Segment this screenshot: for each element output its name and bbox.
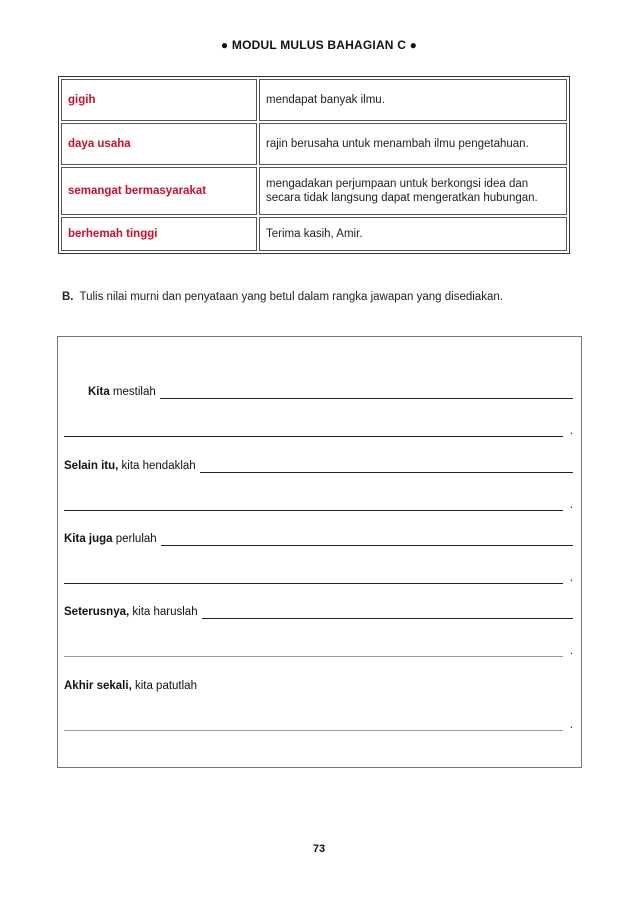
page-number: 73 <box>312 843 326 855</box>
answer-blank[interactable] <box>64 425 563 437</box>
prompt-text: kita haruslah <box>129 606 198 618</box>
answer-blank[interactable] <box>202 607 573 619</box>
prompt-text: perlulah <box>112 533 157 545</box>
section-b-label: B. <box>62 291 74 303</box>
answer-blank[interactable] <box>64 719 563 731</box>
answer-line-continuation[interactable] <box>64 641 573 657</box>
answer-line-5 <box>64 677 573 693</box>
answer-blank[interactable] <box>161 534 573 546</box>
page-header: ● MODUL MULUS BAHAGIAN C ● <box>220 38 418 52</box>
value-description: mendapat banyak ilmu. <box>259 79 567 121</box>
table-row <box>61 123 567 165</box>
answer-blank[interactable] <box>64 645 563 657</box>
answer-blank[interactable] <box>200 461 573 473</box>
values-table <box>58 76 570 254</box>
prompt-text: kita patutlah <box>131 680 197 692</box>
end-mark: . <box>569 719 573 731</box>
end-mark: . <box>569 499 573 511</box>
answer-blank[interactable] <box>160 387 573 399</box>
answer-line-4[interactable] <box>64 603 573 619</box>
table-row <box>61 167 567 215</box>
value-description: Terima kasih, Amir. <box>259 217 567 251</box>
table-row <box>61 217 567 251</box>
end-mark: . <box>569 572 573 584</box>
value-term: gigih <box>61 79 257 121</box>
answer-line-continuation[interactable] <box>64 568 573 584</box>
value-term: berhemah tinggi <box>61 217 257 251</box>
prompt-keyword: Akhir sekali, <box>64 680 132 692</box>
value-description: rajin berusaha untuk menambah ilmu pengetahuan. <box>259 123 567 165</box>
prompt-keyword: Selain itu, <box>64 460 119 472</box>
answer-line-continuation[interactable] <box>64 715 573 731</box>
prompt-keyword: Seterusnya, <box>64 606 130 618</box>
prompt-keyword: Kita juga <box>64 533 113 545</box>
answer-blank[interactable] <box>64 499 563 511</box>
prompt-text: mestilah <box>109 386 156 398</box>
section-b-instruction <box>62 291 582 303</box>
instruction-text: Tulis nilai murni dan penyataan yang betul dalam rangka jawapan yang disediakan. <box>79 291 503 303</box>
answer-line-continuation[interactable] <box>64 495 573 511</box>
answer-line-2[interactable] <box>64 457 573 473</box>
answer-box <box>57 336 582 768</box>
answer-blank[interactable] <box>64 572 563 584</box>
end-mark: . <box>569 645 573 657</box>
prompt-keyword: Kita <box>88 386 110 398</box>
end-mark: . <box>569 425 573 437</box>
value-description: mengadakan perjumpaan untuk berkongsi idea dan secara tidak langsung dapat mengeratkan hubungan. <box>259 167 567 215</box>
answer-line-1[interactable] <box>88 383 573 399</box>
answer-line-continuation[interactable] <box>64 421 573 437</box>
table-row <box>61 79 567 121</box>
answer-line-3[interactable] <box>64 530 573 546</box>
value-term: daya usaha <box>61 123 257 165</box>
value-term: semangat bermasyarakat <box>61 167 257 215</box>
prompt-text: kita hendaklah <box>118 460 196 472</box>
